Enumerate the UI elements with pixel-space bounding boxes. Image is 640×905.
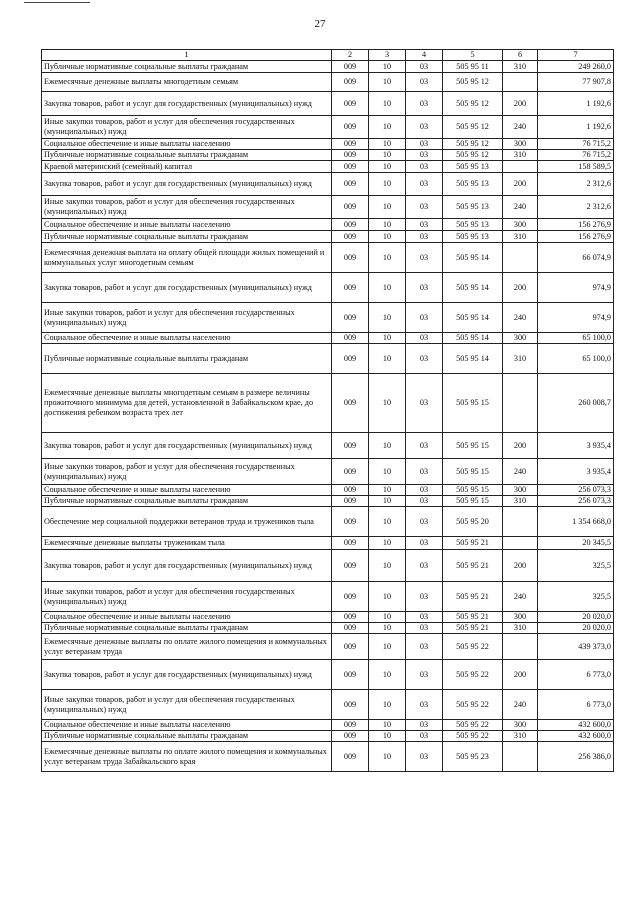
expense-name-cell: Закупка товаров, работ и услуг для государственных (муниципальных) нужд bbox=[42, 273, 332, 303]
ministry-code-cell: 009 bbox=[332, 537, 369, 550]
subsection-code-cell: 03 bbox=[406, 433, 443, 459]
subsection-code-cell: 03 bbox=[406, 150, 443, 161]
subsection-code-cell: 03 bbox=[406, 612, 443, 623]
amount-cell: 77 907,8 bbox=[538, 73, 614, 92]
section-code-cell: 10 bbox=[369, 582, 406, 612]
ministry-code-cell: 009 bbox=[332, 150, 369, 161]
expense-type-code-cell: 300 bbox=[503, 720, 538, 731]
amount-cell: 325,5 bbox=[538, 582, 614, 612]
target-item-code-cell: 505 95 13 bbox=[443, 173, 503, 196]
target-item-code-cell: 505 95 22 bbox=[443, 634, 503, 660]
section-code-cell: 10 bbox=[369, 273, 406, 303]
expense-name-cell: Социальное обеспечение и иные выплаты населению bbox=[42, 720, 332, 731]
expense-type-code-cell bbox=[503, 161, 538, 173]
subsection-code-cell: 03 bbox=[406, 92, 443, 116]
expense-name-cell: Ежемесячные денежные выплаты многодетным семьям bbox=[42, 73, 332, 92]
expense-name-cell: Иные закупки товаров, работ и услуг для обеспечения государственных (муниципальных) нужд bbox=[42, 690, 332, 720]
target-item-code-cell: 505 95 13 bbox=[443, 231, 503, 243]
expense-name-cell: Краевой материнский (семейный) капитал bbox=[42, 161, 332, 173]
expense-name-cell: Публичные нормативные социальные выплаты гражданам bbox=[42, 344, 332, 374]
expense-type-code-cell: 240 bbox=[503, 690, 538, 720]
table-row bbox=[42, 173, 614, 196]
ministry-code-cell: 009 bbox=[332, 660, 369, 690]
expense-name-cell: Социальное обеспечение и иные выплаты населению bbox=[42, 139, 332, 150]
expense-type-code-cell: 200 bbox=[503, 173, 538, 196]
ministry-code-cell: 009 bbox=[332, 485, 369, 496]
table-row bbox=[42, 742, 614, 772]
column-number: 5 bbox=[443, 50, 503, 61]
expense-name-cell: Иные закупки товаров, работ и услуг для обеспечения государственных (муниципальных) нужд bbox=[42, 116, 332, 139]
ministry-code-cell: 009 bbox=[332, 219, 369, 231]
amount-cell: 3 935,4 bbox=[538, 459, 614, 485]
expense-name-cell: Социальное обеспечение и иные выплаты населению bbox=[42, 219, 332, 231]
amount-cell: 2 312,6 bbox=[538, 173, 614, 196]
section-code-cell: 10 bbox=[369, 231, 406, 243]
ministry-code-cell: 009 bbox=[332, 612, 369, 623]
expense-type-code-cell: 310 bbox=[503, 496, 538, 507]
expense-name-cell: Закупка товаров, работ и услуг для государственных (муниципальных) нужд bbox=[42, 660, 332, 690]
table-row bbox=[42, 139, 614, 150]
amount-cell: 249 260,0 bbox=[538, 61, 614, 73]
table-row bbox=[42, 496, 614, 507]
column-number: 1 bbox=[42, 50, 332, 61]
section-code-cell: 10 bbox=[369, 73, 406, 92]
target-item-code-cell: 505 95 11 bbox=[443, 61, 503, 73]
amount-cell: 65 100,0 bbox=[538, 333, 614, 344]
table-row bbox=[42, 537, 614, 550]
section-code-cell: 10 bbox=[369, 459, 406, 485]
ministry-code-cell: 009 bbox=[332, 139, 369, 150]
ministry-code-cell: 009 bbox=[332, 459, 369, 485]
subsection-code-cell: 03 bbox=[406, 273, 443, 303]
target-item-code-cell: 505 95 23 bbox=[443, 742, 503, 772]
expense-type-code-cell: 310 bbox=[503, 150, 538, 161]
table-row bbox=[42, 219, 614, 231]
expense-type-code-cell: 200 bbox=[503, 273, 538, 303]
section-code-cell: 10 bbox=[369, 243, 406, 273]
section-code-cell: 10 bbox=[369, 433, 406, 459]
expense-name-cell: Ежемесячная денежная выплата на оплату общей площади жилых помещений и коммунальных услуг многодетным семьям bbox=[42, 243, 332, 273]
amount-cell: 432 600,0 bbox=[538, 720, 614, 731]
expense-type-code-cell bbox=[503, 507, 538, 537]
target-item-code-cell: 505 95 12 bbox=[443, 116, 503, 139]
subsection-code-cell: 03 bbox=[406, 537, 443, 550]
expense-name-cell: Ежемесячные денежные выплаты многодетным семьям в размере величины прожиточного минимума для детей, установленной в Забайкальском крае, до достижения ребенком возраста трех лет bbox=[42, 374, 332, 433]
amount-cell: 432 600,0 bbox=[538, 731, 614, 742]
target-item-code-cell: 505 95 20 bbox=[443, 507, 503, 537]
target-item-code-cell: 505 95 12 bbox=[443, 92, 503, 116]
expense-type-code-cell: 240 bbox=[503, 459, 538, 485]
subsection-code-cell: 03 bbox=[406, 161, 443, 173]
amount-cell: 3 935,4 bbox=[538, 433, 614, 459]
expense-type-code-cell: 300 bbox=[503, 612, 538, 623]
expense-type-code-cell bbox=[503, 634, 538, 660]
expense-type-code-cell: 300 bbox=[503, 485, 538, 496]
ministry-code-cell: 009 bbox=[332, 173, 369, 196]
subsection-code-cell: 03 bbox=[406, 507, 443, 537]
target-item-code-cell: 505 95 14 bbox=[443, 303, 503, 333]
subsection-code-cell: 03 bbox=[406, 344, 443, 374]
amount-cell: 158 589,5 bbox=[538, 161, 614, 173]
expense-name-cell: Обеспечение мер социальной поддержки ветеранов труда и тружеников тыла bbox=[42, 507, 332, 537]
expense-name-cell: Закупка товаров, работ и услуг для государственных (муниципальных) нужд bbox=[42, 173, 332, 196]
subsection-code-cell: 03 bbox=[406, 690, 443, 720]
section-code-cell: 10 bbox=[369, 690, 406, 720]
amount-cell: 260 008,7 bbox=[538, 374, 614, 433]
table-row bbox=[42, 690, 614, 720]
expense-type-code-cell: 200 bbox=[503, 660, 538, 690]
amount-cell: 2 312,6 bbox=[538, 196, 614, 219]
amount-cell: 1 354 668,0 bbox=[538, 507, 614, 537]
subsection-code-cell: 03 bbox=[406, 61, 443, 73]
table-row bbox=[42, 196, 614, 219]
expense-type-code-cell: 310 bbox=[503, 731, 538, 742]
subsection-code-cell: 03 bbox=[406, 303, 443, 333]
table-row bbox=[42, 231, 614, 243]
section-code-cell: 10 bbox=[369, 623, 406, 634]
column-number: 4 bbox=[406, 50, 443, 61]
target-item-code-cell: 505 95 13 bbox=[443, 196, 503, 219]
expense-name-cell: Закупка товаров, работ и услуг для государственных (муниципальных) нужд bbox=[42, 433, 332, 459]
target-item-code-cell: 505 95 21 bbox=[443, 537, 503, 550]
table-row bbox=[42, 61, 614, 73]
ministry-code-cell: 009 bbox=[332, 161, 369, 173]
table-row bbox=[42, 161, 614, 173]
target-item-code-cell: 505 95 22 bbox=[443, 731, 503, 742]
section-code-cell: 10 bbox=[369, 61, 406, 73]
expense-name-cell: Иные закупки товаров, работ и услуг для обеспечения государственных (муниципальных) нужд bbox=[42, 582, 332, 612]
subsection-code-cell: 03 bbox=[406, 550, 443, 582]
budget-table bbox=[41, 49, 614, 772]
target-item-code-cell: 505 95 14 bbox=[443, 243, 503, 273]
expense-type-code-cell: 240 bbox=[503, 303, 538, 333]
ministry-code-cell: 009 bbox=[332, 507, 369, 537]
expense-name-cell: Публичные нормативные социальные выплаты гражданам bbox=[42, 623, 332, 634]
target-item-code-cell: 505 95 12 bbox=[443, 73, 503, 92]
subsection-code-cell: 03 bbox=[406, 720, 443, 731]
section-code-cell: 10 bbox=[369, 374, 406, 433]
table-row bbox=[42, 720, 614, 731]
section-code-cell: 10 bbox=[369, 550, 406, 582]
section-code-cell: 10 bbox=[369, 139, 406, 150]
table-row bbox=[42, 374, 614, 433]
table-row bbox=[42, 273, 614, 303]
amount-cell: 76 715,2 bbox=[538, 139, 614, 150]
expense-name-cell: Закупка товаров, работ и услуг для государственных (муниципальных) нужд bbox=[42, 92, 332, 116]
ministry-code-cell: 009 bbox=[332, 344, 369, 374]
amount-cell: 256 073,3 bbox=[538, 496, 614, 507]
subsection-code-cell: 03 bbox=[406, 496, 443, 507]
expense-name-cell: Закупка товаров, работ и услуг для государственных (муниципальных) нужд bbox=[42, 550, 332, 582]
table-row bbox=[42, 243, 614, 273]
section-code-cell: 10 bbox=[369, 507, 406, 537]
ministry-code-cell: 009 bbox=[332, 720, 369, 731]
expense-type-code-cell bbox=[503, 374, 538, 433]
amount-cell: 20 345,5 bbox=[538, 537, 614, 550]
target-item-code-cell: 505 95 12 bbox=[443, 139, 503, 150]
target-item-code-cell: 505 95 21 bbox=[443, 550, 503, 582]
expense-type-code-cell: 200 bbox=[503, 550, 538, 582]
table-row bbox=[42, 550, 614, 582]
expense-name-cell: Публичные нормативные социальные выплаты гражданам bbox=[42, 731, 332, 742]
subsection-code-cell: 03 bbox=[406, 139, 443, 150]
amount-cell: 439 373,0 bbox=[538, 634, 614, 660]
ministry-code-cell: 009 bbox=[332, 273, 369, 303]
expense-name-cell: Социальное обеспечение и иные выплаты населению bbox=[42, 612, 332, 623]
section-code-cell: 10 bbox=[369, 173, 406, 196]
subsection-code-cell: 03 bbox=[406, 219, 443, 231]
table-row bbox=[42, 612, 614, 623]
table-row bbox=[42, 660, 614, 690]
expense-name-cell: Ежемесячные денежные выплаты по оплате жилого помещения и коммунальных услуг ветеранам труда bbox=[42, 634, 332, 660]
ministry-code-cell: 009 bbox=[332, 73, 369, 92]
target-item-code-cell: 505 95 14 bbox=[443, 273, 503, 303]
amount-cell: 1 192,6 bbox=[538, 92, 614, 116]
expense-type-code-cell bbox=[503, 73, 538, 92]
expense-type-code-cell: 310 bbox=[503, 61, 538, 73]
table-row bbox=[42, 303, 614, 333]
amount-cell: 974,9 bbox=[538, 303, 614, 333]
amount-cell: 325,5 bbox=[538, 550, 614, 582]
expense-type-code-cell bbox=[503, 537, 538, 550]
subsection-code-cell: 03 bbox=[406, 485, 443, 496]
section-code-cell: 10 bbox=[369, 496, 406, 507]
section-code-cell: 10 bbox=[369, 720, 406, 731]
column-number: 6 bbox=[503, 50, 538, 61]
amount-cell: 6 773,0 bbox=[538, 690, 614, 720]
ministry-code-cell: 009 bbox=[332, 433, 369, 459]
amount-cell: 20 020,0 bbox=[538, 612, 614, 623]
expense-name-cell: Иные закупки товаров, работ и услуг для обеспечения государственных (муниципальных) нужд bbox=[42, 459, 332, 485]
top-rule bbox=[24, 2, 90, 3]
ministry-code-cell: 009 bbox=[332, 731, 369, 742]
ministry-code-cell: 009 bbox=[332, 742, 369, 772]
section-code-cell: 10 bbox=[369, 742, 406, 772]
expense-name-cell: Социальное обеспечение и иные выплаты населению bbox=[42, 485, 332, 496]
column-number: 3 bbox=[369, 50, 406, 61]
ministry-code-cell: 009 bbox=[332, 623, 369, 634]
amount-cell: 156 276,9 bbox=[538, 231, 614, 243]
expense-type-code-cell: 200 bbox=[503, 92, 538, 116]
target-item-code-cell: 505 95 15 bbox=[443, 485, 503, 496]
table-row bbox=[42, 116, 614, 139]
table-row bbox=[42, 73, 614, 92]
expense-type-code-cell: 300 bbox=[503, 139, 538, 150]
table-row bbox=[42, 459, 614, 485]
section-code-cell: 10 bbox=[369, 612, 406, 623]
table-row bbox=[42, 344, 614, 374]
target-item-code-cell: 505 95 15 bbox=[443, 374, 503, 433]
ministry-code-cell: 009 bbox=[332, 231, 369, 243]
target-item-code-cell: 505 95 21 bbox=[443, 623, 503, 634]
target-item-code-cell: 505 95 13 bbox=[443, 219, 503, 231]
ministry-code-cell: 009 bbox=[332, 92, 369, 116]
column-number: 2 bbox=[332, 50, 369, 61]
expense-name-cell: Публичные нормативные социальные выплаты гражданам bbox=[42, 496, 332, 507]
subsection-code-cell: 03 bbox=[406, 582, 443, 612]
section-code-cell: 10 bbox=[369, 161, 406, 173]
amount-cell: 76 715,2 bbox=[538, 150, 614, 161]
ministry-code-cell: 009 bbox=[332, 243, 369, 273]
expense-name-cell: Иные закупки товаров, работ и услуг для обеспечения государственных (муниципальных) нужд bbox=[42, 196, 332, 219]
expense-type-code-cell: 310 bbox=[503, 623, 538, 634]
target-item-code-cell: 505 95 22 bbox=[443, 690, 503, 720]
ministry-code-cell: 009 bbox=[332, 196, 369, 219]
ministry-code-cell: 009 bbox=[332, 690, 369, 720]
section-code-cell: 10 bbox=[369, 333, 406, 344]
subsection-code-cell: 03 bbox=[406, 459, 443, 485]
amount-cell: 65 100,0 bbox=[538, 344, 614, 374]
subsection-code-cell: 03 bbox=[406, 374, 443, 433]
ministry-code-cell: 009 bbox=[332, 496, 369, 507]
subsection-code-cell: 03 bbox=[406, 634, 443, 660]
section-code-cell: 10 bbox=[369, 116, 406, 139]
budget-table-body bbox=[42, 50, 614, 772]
expense-name-cell: Ежемесячные денежные выплаты труженикам тыла bbox=[42, 537, 332, 550]
section-code-cell: 10 bbox=[369, 634, 406, 660]
table-row bbox=[42, 634, 614, 660]
expense-name-cell: Публичные нормативные социальные выплаты гражданам bbox=[42, 231, 332, 243]
target-item-code-cell: 505 95 14 bbox=[443, 333, 503, 344]
table-row bbox=[42, 623, 614, 634]
expense-type-code-cell: 300 bbox=[503, 333, 538, 344]
target-item-code-cell: 505 95 14 bbox=[443, 344, 503, 374]
target-item-code-cell: 505 95 21 bbox=[443, 582, 503, 612]
subsection-code-cell: 03 bbox=[406, 623, 443, 634]
subsection-code-cell: 03 bbox=[406, 742, 443, 772]
subsection-code-cell: 03 bbox=[406, 231, 443, 243]
table-row bbox=[42, 433, 614, 459]
amount-cell: 66 074,9 bbox=[538, 243, 614, 273]
table-row bbox=[42, 507, 614, 537]
section-code-cell: 10 bbox=[369, 303, 406, 333]
ministry-code-cell: 009 bbox=[332, 333, 369, 344]
subsection-code-cell: 03 bbox=[406, 116, 443, 139]
amount-cell: 256 073,3 bbox=[538, 485, 614, 496]
ministry-code-cell: 009 bbox=[332, 550, 369, 582]
subsection-code-cell: 03 bbox=[406, 243, 443, 273]
section-code-cell: 10 bbox=[369, 196, 406, 219]
expense-name-cell: Публичные нормативные социальные выплаты гражданам bbox=[42, 61, 332, 73]
amount-cell: 256 386,0 bbox=[538, 742, 614, 772]
table-row bbox=[42, 333, 614, 344]
section-code-cell: 10 bbox=[369, 344, 406, 374]
table-row bbox=[42, 485, 614, 496]
expense-type-code-cell: 240 bbox=[503, 196, 538, 219]
table-row bbox=[42, 92, 614, 116]
ministry-code-cell: 009 bbox=[332, 374, 369, 433]
section-code-cell: 10 bbox=[369, 92, 406, 116]
target-item-code-cell: 505 95 21 bbox=[443, 612, 503, 623]
target-item-code-cell: 505 95 15 bbox=[443, 433, 503, 459]
expense-type-code-cell: 200 bbox=[503, 433, 538, 459]
subsection-code-cell: 03 bbox=[406, 173, 443, 196]
subsection-code-cell: 03 bbox=[406, 731, 443, 742]
subsection-code-cell: 03 bbox=[406, 333, 443, 344]
amount-cell: 20 020,0 bbox=[538, 623, 614, 634]
ministry-code-cell: 009 bbox=[332, 303, 369, 333]
subsection-code-cell: 03 bbox=[406, 196, 443, 219]
expense-type-code-cell: 300 bbox=[503, 219, 538, 231]
amount-cell: 1 192,6 bbox=[538, 116, 614, 139]
section-code-cell: 10 bbox=[369, 731, 406, 742]
expense-name-cell: Иные закупки товаров, работ и услуг для обеспечения государственных (муниципальных) нужд bbox=[42, 303, 332, 333]
expense-type-code-cell: 310 bbox=[503, 231, 538, 243]
page-number: 27 bbox=[314, 18, 326, 30]
ministry-code-cell: 009 bbox=[332, 634, 369, 660]
table-row bbox=[42, 150, 614, 161]
target-item-code-cell: 505 95 15 bbox=[443, 459, 503, 485]
expense-type-code-cell: 240 bbox=[503, 116, 538, 139]
ministry-code-cell: 009 bbox=[332, 116, 369, 139]
table-row bbox=[42, 731, 614, 742]
expense-name-cell: Ежемесячные денежные выплаты по оплате жилого помещения и коммунальных услуг ветеранам труда Забайкальского края bbox=[42, 742, 332, 772]
amount-cell: 974,9 bbox=[538, 273, 614, 303]
expense-type-code-cell: 240 bbox=[503, 582, 538, 612]
target-item-code-cell: 505 95 22 bbox=[443, 720, 503, 731]
expense-type-code-cell bbox=[503, 742, 538, 772]
section-code-cell: 10 bbox=[369, 150, 406, 161]
target-item-code-cell: 505 95 15 bbox=[443, 496, 503, 507]
column-number: 7 bbox=[538, 50, 614, 61]
section-code-cell: 10 bbox=[369, 537, 406, 550]
target-item-code-cell: 505 95 22 bbox=[443, 660, 503, 690]
target-item-code-cell: 505 95 13 bbox=[443, 161, 503, 173]
amount-cell: 156 276,9 bbox=[538, 219, 614, 231]
ministry-code-cell: 009 bbox=[332, 582, 369, 612]
target-item-code-cell: 505 95 12 bbox=[443, 150, 503, 161]
section-code-cell: 10 bbox=[369, 485, 406, 496]
expense-type-code-cell: 310 bbox=[503, 344, 538, 374]
amount-cell: 6 773,0 bbox=[538, 660, 614, 690]
subsection-code-cell: 03 bbox=[406, 73, 443, 92]
table-row bbox=[42, 582, 614, 612]
section-code-cell: 10 bbox=[369, 660, 406, 690]
expense-type-code-cell bbox=[503, 243, 538, 273]
expense-name-cell: Социальное обеспечение и иные выплаты населению bbox=[42, 333, 332, 344]
expense-name-cell: Публичные нормативные социальные выплаты гражданам bbox=[42, 150, 332, 161]
ministry-code-cell: 009 bbox=[332, 61, 369, 73]
column-number-row bbox=[42, 50, 614, 61]
section-code-cell: 10 bbox=[369, 219, 406, 231]
subsection-code-cell: 03 bbox=[406, 660, 443, 690]
